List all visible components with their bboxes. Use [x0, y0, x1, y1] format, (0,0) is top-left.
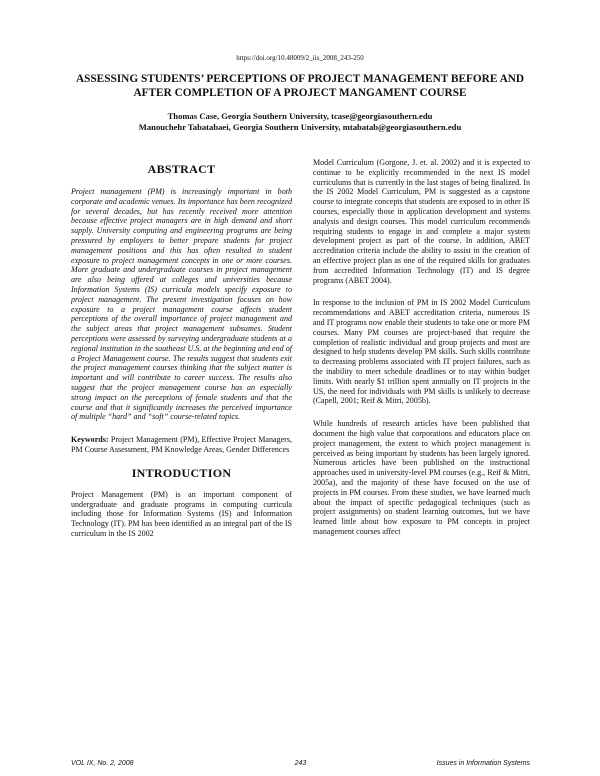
footer-volume: VOL IX, No. 2, 2008 — [71, 760, 134, 767]
author-line: Manouchehr Tabatabaei, Georgia Southern University, mtabatab@georgiasouthern.edu — [138, 122, 462, 132]
doi-link[interactable]: https://doi.org/10.48009/2_iis_2008_243-250 — [236, 54, 364, 62]
author-line: Thomas Case, Georgia Southern University, tcase@georgiasouthern.edu — [167, 111, 433, 121]
footer-journal: Issues in Information Systems — [436, 760, 530, 767]
author-list — [60, 111, 540, 133]
keywords-text: Project Management (PM), Effective Project Managers, PM Course Assessment, PM Knowledge Areas, Gender Differences — [71, 435, 292, 454]
body-paragraph: While hundreds of research articles have been published that document the high value that corporations and educators place on project management, the extent to which project management is perceived as being important by students has been largely ignored. Numerous articles have been published on the instructional approaches used in university-level PM courses (e.g., Reif & Mitri, 2005a), and the majority of these have focused on the use of projects in PM courses. From these studies, we have learned much about the impact of specific pedagogical techniques (such as project assignments) on student learning outcomes, but we have learned little about how exposure to PM concepts in project management courses affect — [313, 419, 530, 536]
page-number: 243 — [294, 760, 307, 767]
introduction-text: Project Management (PM) is an important component of undergraduate and graduate programs in computing curricula including those for Information Systems (IS) and Information Technology (IT). PM has been identified as an integral part of the IS curriculum in the IS 2002 — [71, 489, 292, 538]
keywords — [71, 435, 292, 455]
paper-title: ASSESSING STUDENTS’ PERCEPTIONS OF PROJECT MANAGEMENT BEFORE AND AFTER COMPLETION OF A PROJECT MANGAMENT COURSE — [75, 73, 525, 99]
abstract-heading: ABSTRACT — [147, 162, 216, 176]
abstract-text: Project management (PM) is increasingly important in both corporate and academic venues. Its importance has been recognized for several decades, but has recently received more attention because effective project managers are in high demand and short supply. University computing and engineering programs are being pressured by employers to better prepare students for project management positions and this has often resulted in student exposure to project management concepts in one or more courses. More graduate and undergraduate courses in project management are also being offered at colleges and universities because Information Systems (IS) curricula models specify exposure to project management. The present investigation focuses on how exposure to a project management course affects student perceptions of the overall importance of project management and the subject areas that project management subsumes. Student perceptions were assessed by surveying undergraduate students at a regional institution in the southeast U.S. at the beginning and end of a Project Management course. The results suggest that students exit the project management courses thinking that the subject matter is important and will contribute to career success. The results also suggest that the project management course has an especially strong impact on the perceptions of female students and that the course and that it significantly increases the perceived importance of multiple “hard” and “soft” course-related topics. — [71, 187, 292, 422]
left-column — [71, 158, 292, 539]
introduction-heading: INTRODUCTION — [131, 465, 232, 480]
right-column — [313, 158, 530, 537]
body-paragraph: Model Curriculum (Gorgone, J. et. al. 2002) and it is expected to continue to be explicitly recommended in the next IS model curriculums that is currently in the last stages of being finalized. In the IS 2002 Model Curriculum, PM is suggested as a capstone course to integrate concepts that students are exposed to in other IS courses, especially those in application development and systems analysis and design courses. This model curriculum recommends requiring students to engage in and complete a major system development project as part of the course. In addition, ABET accreditation criteria include the ability to assist in the creation of an effective project plan as one of the required skills for graduates from accredited Information Technology (IT) and IS degree programs (ABET 2004). — [313, 158, 530, 285]
page-footer — [71, 760, 530, 772]
body-paragraph: In response to the inclusion of PM in IS 2002 Model Curriculum recommendations and ABET accreditation criteria, numerous IS and IT programs now enable their students to take one or more PM courses. Many PM courses are project-based that require the completion of realistic individual and group projects and most are designed to help students develop PM skills. Such skills contribute to decreasing problems associated with IT project failures, such as the inability to meet schedule deadlines or to stay within budget limits. With nearly $1 trillion spent annually on IT projects in the US, the need for individuals with PM skills is unlikely to decrease (Capell, 2001; Reif & Mitri, 2005b). — [313, 298, 530, 406]
keywords-label: Keywords: — [71, 435, 109, 445]
